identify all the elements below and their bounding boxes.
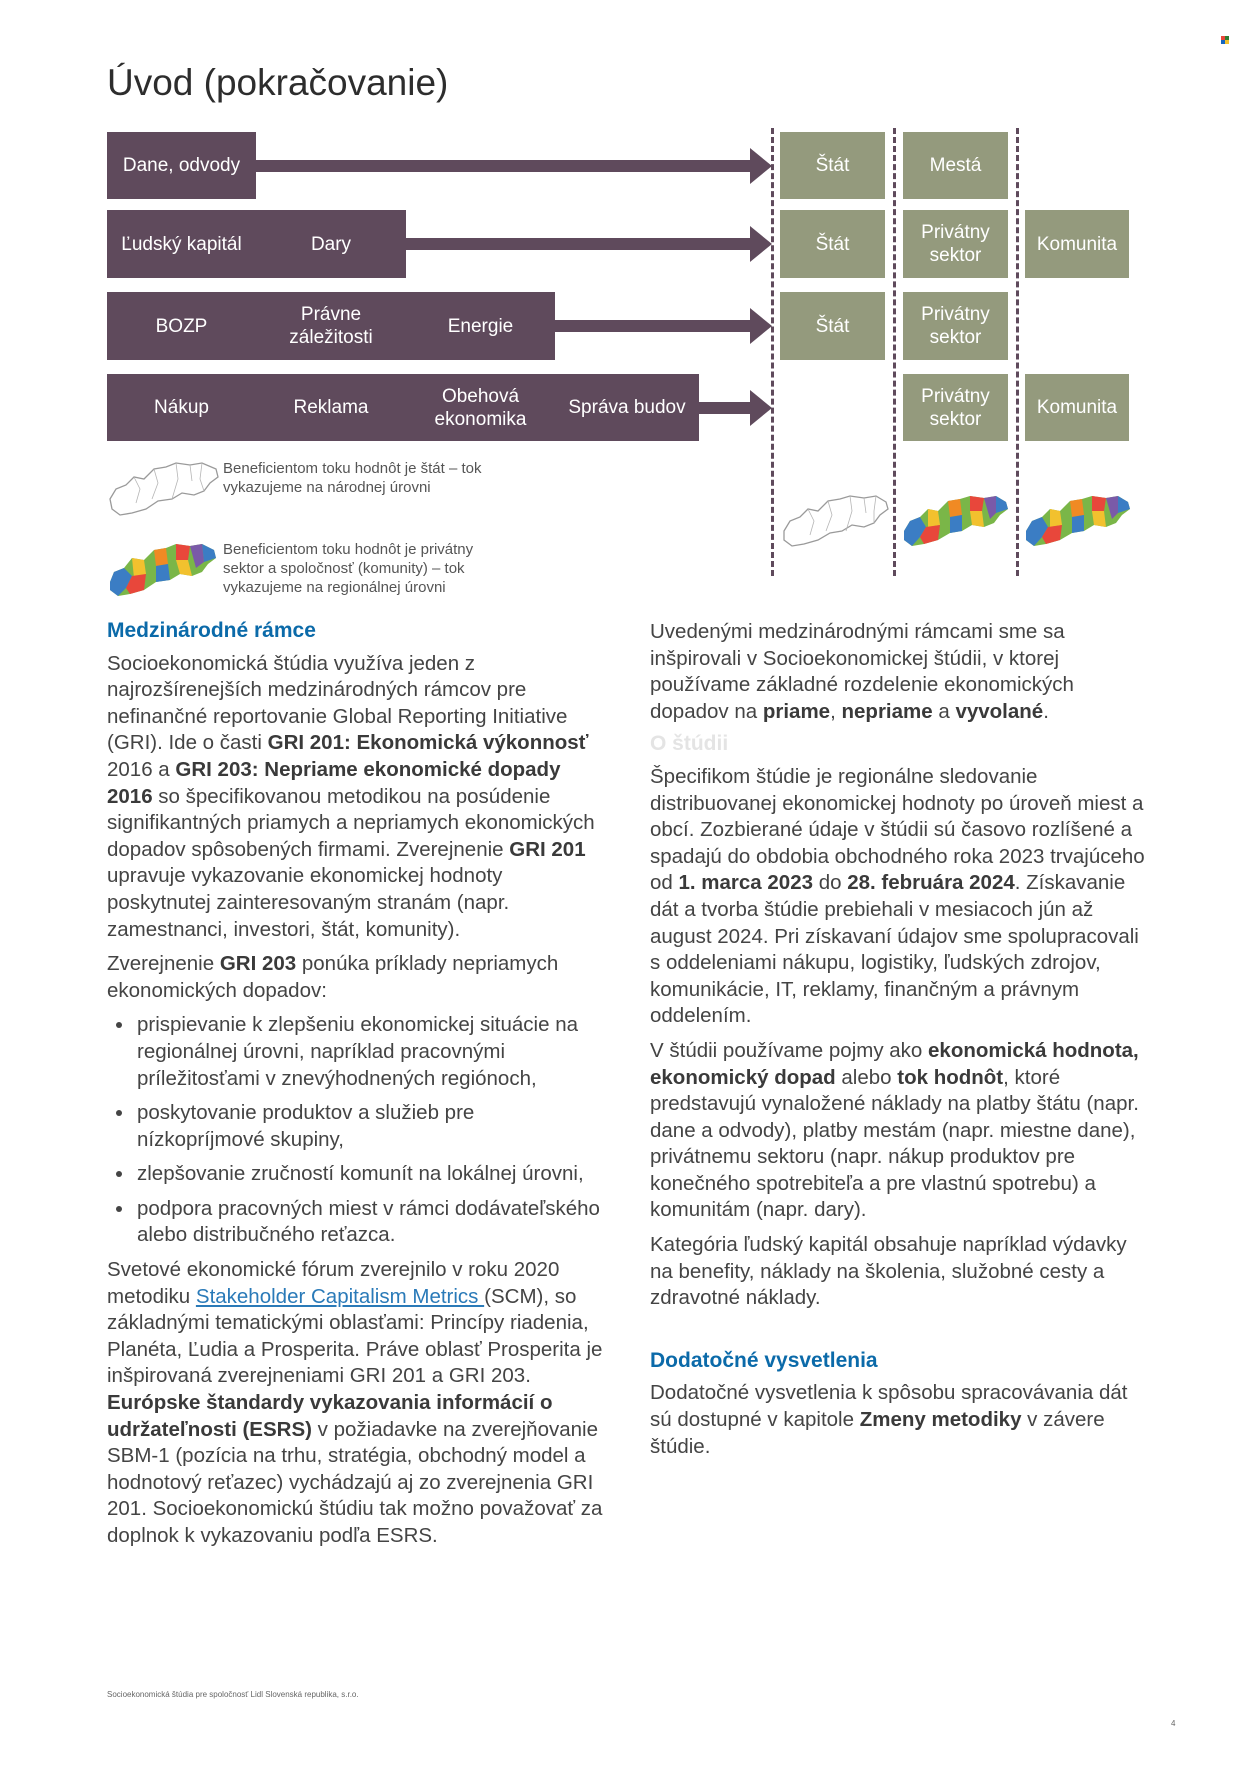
paragraph-gri-intro: Socioekonomická štúdia využíva jeden z najrozšírenejších medzinárodných rámcov pre nefinančné reportovanie Global Reporting Initiative (GRI). Ide o časti GRI 201: Ekonomická výkonnosť 2016 a GRI 203: Nepriame ekonomické dopady 2016 so špecifikovanou metodikou na posúdenie signifikantných priamych a nepriamych ekonomických dopadov spôsobených firmami. Zverejnenie GRI 201 upravuje vykazovanie ekonomickej hodnoty poskytnutej zainteresovaným stranám (napr. zamestnanci, investori, štát, komunity).: [107, 651, 595, 941]
target-komunita-4: Komunita: [1025, 374, 1129, 441]
slovakia-regional-map-icon: [106, 540, 218, 602]
bullet-list-indirect-impacts: [107, 1012, 607, 1249]
list-item: • podpora pracovných miest v rámci dodávateľského alebo distribučného reťazca.: [135, 1196, 607, 1249]
target-mesta: Mestá: [903, 132, 1008, 199]
flow-label-dary: Dary: [310, 233, 352, 255]
target-privatny-3: Privátny sektor: [903, 292, 1008, 360]
section-heading-medzinarodne-ramce: Medzinárodné rámce: [107, 619, 316, 642]
list-item: • prispievanie k zlepšeniu ekonomickej situácie na regionálnej úrovni, napríklad pracovnými príležitosťami v znevýhodnených regiónoch,: [135, 1012, 607, 1092]
slovakia-regional-map-community-column-icon: [1022, 493, 1132, 550]
paragraph-scm-esrs: Svetové ekonomické fórum zverejnilo v roku 2020 metodiku Stakeholder Capitalism Metrics (SCM), so základnými tematickými oblasťami: Princípy riadenia, Planéta, Ľudia a Prosperita. Práve oblasť Prosperita je inšpirovaná zverejneniami GRI 201 a GRI 203. Európske štandardy vykazovania informácií o udržateľnosti (ESRS) v požiadavke na zverejňovanie SBM-1 (pozícia na trhu, stratégia, obchodný model a hodnotový reťazec) vychádzajú aj zo zverejnenia GRI 201. Socioekonomickú štúdiu tak možno považovať za doplnok k vykazovaniu podľa ESRS.: [107, 1258, 603, 1547]
paragraph-terms: V štúdii používame pojmy ako ekonomická hodnota, ekonomický dopad alebo tok hodnôt, ktoré predstavujú vynaložené náklady na platby štátu (napr. dane a odvody), platby mestám (napr. miestne dane), privátnemu sektoru (napr. nákup produktov pre konečného spotrebiteľa a pre vlastnú spotrebu) a komunitám (napr. dary).: [650, 1038, 1139, 1222]
paragraph-human-capital: Kategória ľudský kapitál obsahuje napríklad výdavky na benefity, náklady na školenia, služobné cesty a zdravotné náklady.: [650, 1233, 1127, 1310]
flow-label-nakup: Nákup: [154, 397, 209, 418]
paragraph-additional-explanations: Dodatočné vysvetlenia k spôsobu spracovávania dát sú dostupné v kapitole Zmeny metodiky v závere štúdie.: [650, 1381, 1128, 1458]
flow-label-ludsky-kapital: Ľudský kapitál: [121, 233, 242, 255]
target-privatny-4: Privátny sektor: [903, 374, 1008, 441]
flow-arrow-2: [406, 238, 752, 250]
left-column: [107, 618, 607, 1558]
section-heading-dodatocne-vysvetlenia: Dodatočné vysvetlenia: [650, 1348, 878, 1372]
paragraph-gri-203: Zverejnenie GRI 203 ponúka príklady nepriamych ekonomických dopadov:: [107, 952, 559, 1002]
separator-line-3: [1016, 128, 1019, 576]
separator-line-2: [893, 128, 896, 576]
list-item: • zlepšovanie zručností komunít na lokálnej úrovni,: [135, 1161, 607, 1188]
target-komunita-2: Komunita: [1025, 210, 1129, 278]
slovakia-outline-map-stat-column-icon: [780, 493, 890, 550]
slovakia-regional-map-private-column-icon: [900, 493, 1010, 550]
flow-arrow-head-3: [750, 308, 772, 344]
flow-label-energie: Energie: [447, 315, 514, 337]
flow-arrow-3: [555, 320, 752, 332]
target-stat-1: Štát: [780, 132, 885, 199]
section-heading-o-studii: O štúdii: [650, 732, 729, 756]
target-stat-2: Štát: [780, 210, 885, 278]
flow-arrow-1: [256, 160, 752, 172]
separator-line-1: [771, 128, 774, 576]
paragraph-study-scope: Špecifikom štúdie je regionálne sledovanie distribuovanej ekonomickej hodnoty po úroveň miest a obcí. Zozbierané údaje v štúdii sú časovo rozlíšené a spadajú do obdobia obchodného roka 2023 trvajúceho od 1. marca 2023 do 28. februára 2024. Získavanie dát a tvorba štúdie prebiehali v mesiacoch jún až august 2024. Pri získavaní údajov sme spolupracovali s oddeleniami nákupu, logistiky, ľudských zdrojov, komunikácie, IT, reklamy, finančným a právnym oddelením.: [650, 764, 1145, 1028]
flow-label-bozp: BOZP: [155, 315, 208, 337]
page-title: Úvod (pokračovanie): [107, 62, 449, 103]
footer-text: Socioekonomická štúdia pre spoločnosť Lidl Slovenská republika, s.r.o.: [107, 1690, 359, 1699]
flow-label-dane: Dane, odvody: [122, 155, 241, 176]
flow-arrow-head-2: [750, 226, 772, 262]
legend-private-text: Beneficientom toku hodnôt je privátny sektor a spoločnosť (komunity) – tok vykazujeme na regionálnej úrovni: [223, 541, 474, 596]
flow-label-pravne: Právne záležitosti: [289, 304, 373, 348]
flow-label-reklama: Reklama: [293, 397, 369, 418]
target-privatny-2: Privátny sektor: [903, 210, 1008, 278]
flow-label-obehova: Obehová ekonomika: [434, 385, 527, 430]
stakeholder-capitalism-metrics-link[interactable]: Stakeholder Capitalism Metrics: [195, 1284, 485, 1308]
flow-label-sprava-budov: Správa budov: [568, 397, 686, 418]
flow-arrow-head-4: [750, 390, 772, 426]
list-item: • poskytovanie produktov a služieb pre nízkopríjmové skupiny,: [135, 1100, 607, 1153]
target-stat-3: Štát: [780, 292, 885, 360]
right-column: [650, 619, 1145, 1468]
legend-state-text: Beneficientom toku hodnôt je štát – tok vykazujeme na národnej úrovni: [223, 460, 482, 496]
flow-arrow-head-1: [750, 148, 772, 184]
brand-corner-mark-icon: [1221, 36, 1229, 44]
page-number: 4: [1171, 1719, 1176, 1728]
flow-arrow-4: [699, 402, 752, 414]
paragraph-impact-categories: Uvedenými medzinárodnými rámcami sme sa inšpirovali v Socioekonomickej štúdii, v ktorej používame základné rozdelenie ekonomických dopadov na priame, nepriame a vyvolané.: [650, 620, 1074, 723]
slovakia-outline-map-icon: [106, 459, 220, 520]
